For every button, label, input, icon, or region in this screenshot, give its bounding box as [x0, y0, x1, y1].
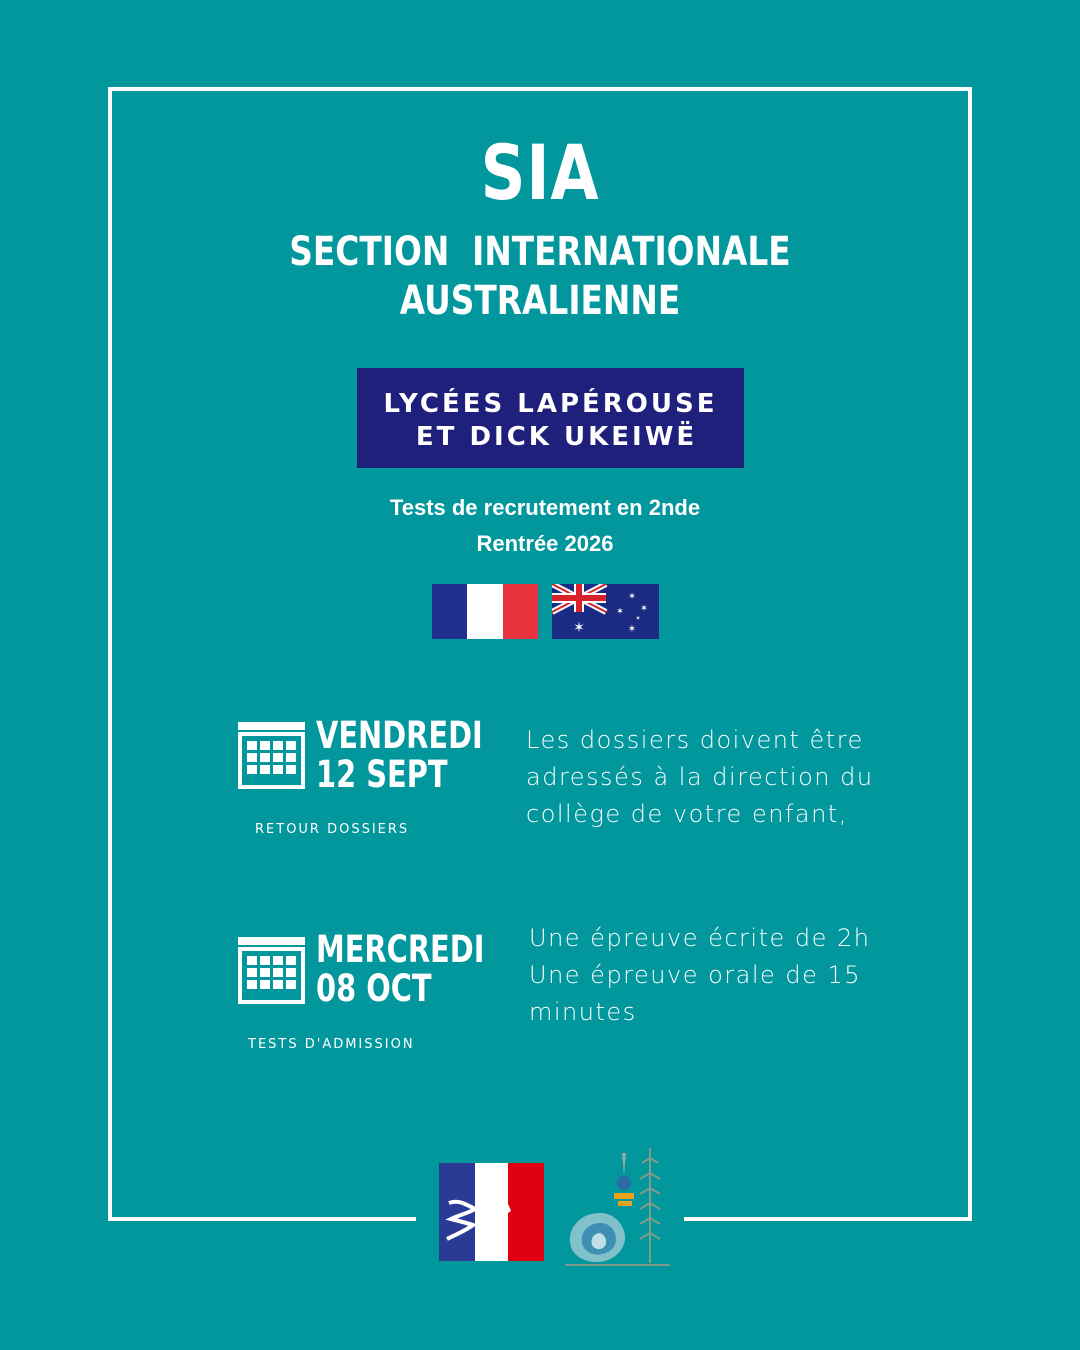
event-date: 12 SEPT — [316, 753, 448, 796]
event-label: RETOUR DOSSIERS — [255, 822, 410, 837]
event-day: VENDREDI — [316, 714, 483, 757]
event-date-1 — [316, 716, 483, 794]
australia-flag-icon — [552, 584, 659, 639]
nouvelle-caledonie-logo — [560, 1143, 675, 1268]
event-day: MERCREDI — [316, 928, 485, 971]
subtitle-line-1: SECTION INTERNATIONALE — [289, 229, 791, 275]
description-line: minutes — [529, 998, 637, 1026]
description-line: collège de votre enfant, — [526, 800, 848, 828]
frame-bottom-border-left — [108, 1217, 416, 1221]
frame-bottom-border-right — [684, 1217, 972, 1221]
schools-banner — [357, 368, 744, 468]
event-description-2 — [529, 920, 871, 1031]
recruitment-info — [0, 490, 1080, 562]
svg-text:✶: ✶ — [616, 607, 624, 617]
schools-line-2: ET DICK UKEIWË — [403, 422, 698, 452]
recruitment-line-2: Rentrée 2026 — [476, 531, 614, 556]
page-title: SIA — [480, 128, 600, 217]
svg-text:✶: ✶ — [640, 604, 648, 614]
svg-text:✶: ✶ — [573, 620, 585, 636]
page-subtitle — [97, 228, 983, 326]
calendar-icon — [238, 722, 305, 789]
republique-francaise-logo — [439, 1163, 544, 1261]
recruitment-line-1: Tests de recrutement en 2nde — [389, 495, 701, 520]
description-line: Une épreuve orale de 15 — [529, 961, 862, 989]
calendar-icon — [238, 937, 305, 1004]
event-date-2 — [316, 930, 484, 1008]
schools-line-1: LYCÉES LAPÉROUSE — [383, 389, 718, 419]
description-line: adressés à la direction du — [526, 763, 874, 791]
france-flag-icon — [432, 584, 538, 639]
description-line: Une épreuve écrite de 2h — [529, 924, 871, 952]
svg-text:✶: ✶ — [635, 615, 641, 622]
event-date: 08 OCT — [316, 967, 432, 1010]
svg-text:✶: ✶ — [628, 592, 636, 602]
event-description-1 — [526, 722, 874, 833]
svg-text:✶: ✶ — [627, 624, 637, 635]
subtitle-line-2: AUSTRALIENNE — [399, 278, 681, 324]
event-label: TESTS D'ADMISSION — [248, 1037, 415, 1052]
frame-top-border — [108, 87, 972, 91]
description-line: Les dossiers doivent être — [526, 726, 864, 754]
